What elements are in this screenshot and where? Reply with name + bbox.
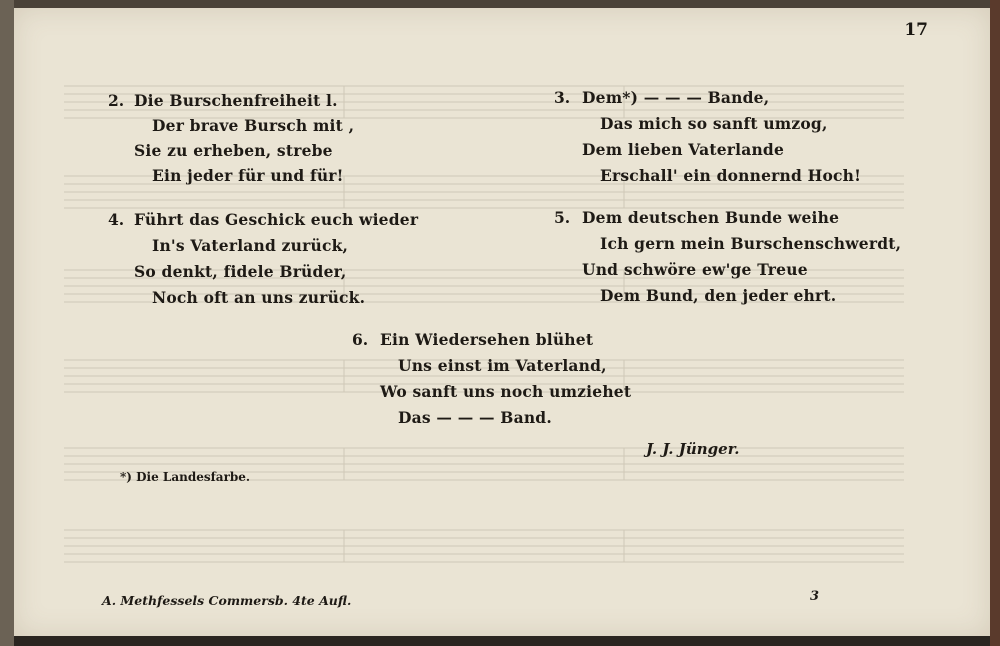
verse-number: 5. <box>554 208 571 227</box>
verse-number: 6. <box>352 330 369 349</box>
verse-line: Führt das Geschick euch wieder <box>134 210 419 229</box>
footnote: *) Die Landesfarbe. <box>120 470 251 484</box>
verse-line: Noch oft an uns zurück. <box>152 288 366 307</box>
verse-line: Dem Bund, den jeder ehrt. <box>600 286 837 305</box>
verse-line: Erschall' ein donnernd Hoch! <box>600 166 862 185</box>
verse-line: Ein jeder für und für! <box>152 166 344 185</box>
verse-line: Wo sanft uns noch umziehet <box>380 382 632 401</box>
page-number: 17 <box>904 20 928 40</box>
verse-line: Die Burschenfreiheit l. <box>134 91 338 110</box>
verse-line: Dem deutschen Bunde weihe <box>582 208 840 227</box>
verse-line: Ein Wiedersehen blühet <box>380 330 594 349</box>
imprint-line: A. Methfessels Commersb. 4te Aufl. <box>102 593 352 608</box>
verse-line: Das mich so sanft umzog, <box>600 114 828 133</box>
verse-number: 4. <box>108 210 125 229</box>
verse-line: Ich gern mein Burschenschwerdt, <box>600 234 902 253</box>
verse-line: Das — — — Band. <box>398 408 552 427</box>
verse-line: So denkt, fidele Brüder, <box>134 262 347 281</box>
book-edge-left <box>0 0 14 646</box>
signature-mark: 3 <box>810 589 820 604</box>
verse-line: Und schwöre ew'ge Treue <box>582 260 808 279</box>
verse-number: 2. <box>108 91 125 110</box>
book-edge-right <box>990 0 1000 646</box>
book-page <box>14 8 990 636</box>
verse-line: Der brave Bursch mit , <box>152 116 355 135</box>
verse-number: 3. <box>554 88 571 107</box>
author-name: J. J. Jünger. <box>646 440 740 458</box>
verse-line: Sie zu erheben, strebe <box>134 141 333 160</box>
verse-line: Uns einst im Vaterland, <box>398 356 607 375</box>
verse-line: Dem*) — — — Bande, <box>582 88 770 107</box>
verse-line: In's Vaterland zurück, <box>152 236 349 255</box>
verse-line: Dem lieben Vaterlande <box>582 140 785 159</box>
